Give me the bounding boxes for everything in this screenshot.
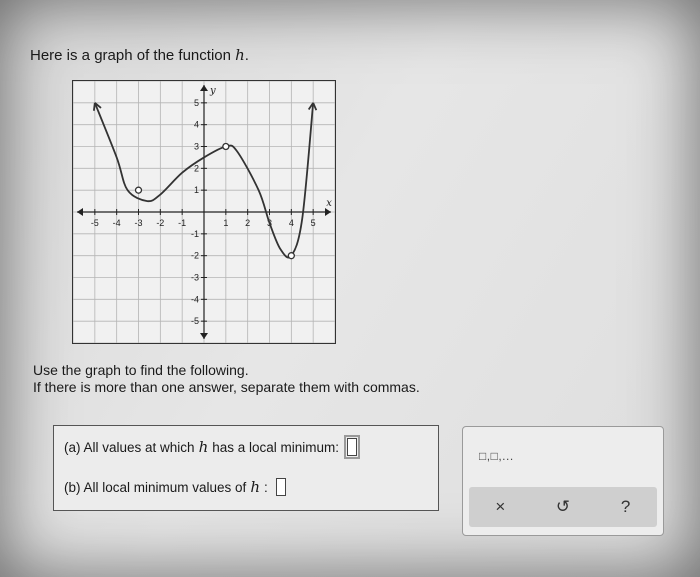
x-axis-arrow-left [77, 208, 83, 216]
answer-a-input[interactable] [347, 438, 357, 456]
question-b-suffix: : [263, 479, 268, 495]
instruction-line-1: Use the graph to find the following. [33, 362, 249, 378]
intro-suffix: . [244, 47, 249, 64]
x-tick-label: 2 [245, 218, 251, 228]
y-tick-label: 3 [193, 141, 199, 152]
x-tick-label: 4 [288, 218, 294, 228]
x-axis-arrow-right [325, 208, 331, 216]
y-tick-label: 4 [193, 119, 199, 130]
y-tick-label: 2 [193, 163, 199, 174]
x-tick-label: -1 [178, 218, 187, 228]
x-tick-label: -3 [134, 218, 143, 228]
question-a-suffix: has a local minimum: [212, 439, 340, 455]
question-b [64, 478, 286, 496]
intro-text [30, 46, 249, 64]
y-tick-label: -1 [190, 228, 199, 239]
undo-icon[interactable]: ↺ [555, 497, 571, 516]
y-tick-label: -3 [190, 272, 199, 283]
curve-marked-point [223, 144, 229, 150]
x-tick-label: 3 [266, 218, 273, 228]
function-graph [72, 80, 336, 344]
curve-marked-point [136, 187, 142, 193]
question-b-prefix: (b) All local minimum values of [64, 479, 247, 495]
x-tick-label: -5 [90, 218, 99, 228]
question-a-fn: h [198, 438, 209, 456]
help-icon[interactable]: ? [620, 497, 631, 516]
y-axis-arrow-down [200, 333, 208, 339]
x-tick-label: -2 [156, 218, 165, 228]
y-tick-label: 5 [193, 97, 199, 108]
curve-marked-point [288, 253, 294, 259]
instruction-line-2: If there is more than one answer, separate them with commas. [33, 379, 420, 395]
x-tick-label: 1 [223, 218, 229, 228]
close-icon[interactable]: × [495, 497, 506, 516]
question-a-prefix: (a) All values at which [64, 439, 195, 455]
keypad-action-tray [469, 487, 657, 527]
question-a [64, 438, 357, 456]
intro-prefix: Here is a graph of the function [30, 47, 236, 64]
intro-function-name: h [235, 46, 245, 64]
x-axis-label: x [326, 198, 332, 209]
questions-panel [53, 425, 439, 511]
list-template-button[interactable]: □,□,... [479, 449, 514, 463]
y-axis-arrow-up [200, 85, 208, 91]
y-tick-label: -5 [190, 316, 199, 327]
graph-canvas [73, 81, 335, 343]
y-axis-label: y [210, 85, 216, 97]
x-tick-label: 5 [310, 218, 316, 228]
answer-b-input[interactable] [276, 478, 286, 496]
answer-keypad [462, 426, 664, 536]
y-tick-label: 1 [193, 185, 199, 196]
instructions [33, 362, 420, 396]
y-tick-label: -2 [190, 250, 199, 261]
question-b-fn: h [250, 478, 260, 496]
y-tick-label: -4 [190, 294, 199, 305]
x-tick-label: -4 [112, 218, 121, 228]
